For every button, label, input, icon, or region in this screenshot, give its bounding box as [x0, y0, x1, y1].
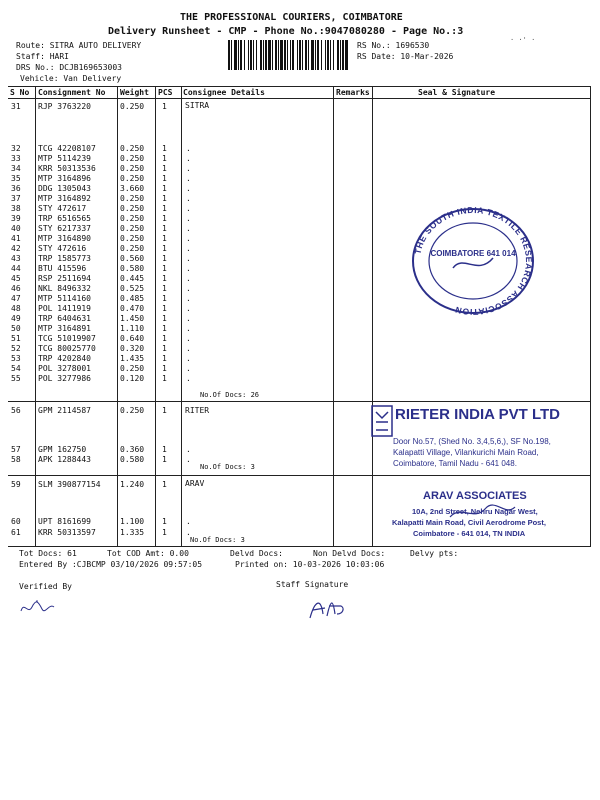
barcode-bar: [275, 40, 277, 70]
barcode-bar: [260, 40, 262, 70]
row-sno: 46: [11, 284, 21, 293]
barcode-bar: [284, 40, 286, 70]
row-pcs: 1: [162, 374, 167, 383]
table-top-rule: [8, 86, 591, 87]
entered-by: Entered By :CJBCMP 03/10/2026 09:57:05: [19, 560, 203, 569]
row-consignment-no: MTP 3164892: [38, 194, 91, 203]
col-divider: [35, 86, 36, 546]
row-sno: 45: [11, 274, 21, 283]
consignee-sitra: SITRA: [185, 101, 210, 110]
col-header-seal: Seal & Signature: [418, 88, 496, 97]
row-pcs: 1: [162, 480, 167, 489]
row-sno: 36: [11, 184, 21, 193]
row-consignee-mark: .: [186, 184, 191, 193]
row-consignee-mark: .: [186, 354, 191, 363]
table-bottom-rule: [8, 546, 591, 547]
tot-cod-amt: Tot COD Amt: 0.00: [107, 549, 189, 558]
row-consignee-mark: .: [186, 224, 191, 233]
barcode-bar: [238, 40, 239, 70]
row-sno: 47: [11, 294, 21, 303]
arav-stamp-addr2: Kalapatti Main Road, Civil Aerodrome Post,: [392, 518, 546, 527]
company-title: THE PROFESSIONAL COURIERS, COIMBATORE: [180, 12, 403, 23]
row-consignee-mark: .: [186, 455, 191, 464]
row-weight: 0.250: [120, 224, 145, 233]
col-header-consignment: Consignment No: [38, 88, 106, 97]
row-consignment-no: STY 472616: [38, 244, 87, 253]
barcode-bar: [327, 40, 329, 70]
row-consignment-no: TCG 51019907: [38, 334, 96, 343]
col-header-consignee: Consignee Details: [183, 88, 265, 97]
barcode-bar: [315, 40, 316, 70]
row-sno: 61: [11, 528, 21, 537]
row-consignee-mark: .: [186, 274, 191, 283]
row-pcs: 1: [162, 244, 167, 253]
sitra-seal-stamp: [408, 206, 538, 316]
row-consignment-no: KRR 50313536: [38, 164, 96, 173]
row-sno: 44: [11, 264, 21, 273]
row-sno: 37: [11, 194, 21, 203]
col-divider: [372, 86, 373, 546]
staff-signature-label: Staff Signature: [276, 580, 349, 589]
row-sno: 58: [11, 455, 21, 464]
row-consignment-no: TRP 6404631: [38, 314, 91, 323]
barcode-bar: [297, 40, 298, 70]
row-weight: 1.240: [120, 480, 145, 489]
row-weight: 0.250: [120, 174, 145, 183]
row-pcs: 1: [162, 455, 167, 464]
vehicle-label: Vehicle: Van Delivery: [20, 74, 122, 83]
staff-label: Staff: HARI: [16, 52, 69, 61]
row-consignee-mark: .: [186, 304, 191, 313]
barcode-bar: [263, 40, 264, 70]
row-consignment-no: TCG 42208107: [38, 144, 96, 153]
row-pcs: 1: [162, 304, 167, 313]
docs-count-riter: No.Of Docs: 3: [200, 463, 255, 471]
drs-label: DRS No.: DCJB169653003: [16, 63, 122, 72]
row-pcs: 1: [162, 274, 167, 283]
barcode-bar: [340, 40, 341, 70]
row-pcs: 1: [162, 406, 167, 415]
rieter-stamp-addr1: Door No.57, (Shed No. 3,4,5,6,), SF No.198,: [393, 437, 551, 446]
row-sno: 33: [11, 154, 21, 163]
row-sno: 55: [11, 374, 21, 383]
row-pcs: 1: [162, 224, 167, 233]
barcode-bar: [325, 40, 326, 70]
row-consignment-no: SLM 390877154: [38, 480, 101, 489]
row-consignment-no: MTP 3164891: [38, 324, 91, 333]
row-pcs: 1: [162, 194, 167, 203]
row-weight: 1.335: [120, 528, 145, 537]
row-consignee-mark: .: [186, 214, 191, 223]
row-pcs: 1: [162, 324, 167, 333]
row-consignment-no: NKL 8496332: [38, 284, 91, 293]
row-pcs: 1: [162, 102, 167, 111]
row-pcs: 1: [162, 284, 167, 293]
row-pcs: 1: [162, 445, 167, 454]
delvd-docs: Delvd Docs:: [230, 549, 283, 558]
row-consignment-no: DDG 1305043: [38, 184, 91, 193]
row-sno: 59: [11, 480, 21, 489]
docs-count-arav: No.Of Docs: 3: [190, 536, 245, 544]
barcode-bar: [321, 40, 322, 70]
row-weight: 0.250: [120, 204, 145, 213]
row-weight: 0.250: [120, 406, 145, 415]
row-weight: 0.250: [120, 154, 145, 163]
row-pcs: 1: [162, 344, 167, 353]
row-pcs: 1: [162, 174, 167, 183]
row-consignment-no: MTP 5114160: [38, 294, 91, 303]
row-pcs: 1: [162, 234, 167, 243]
barcode-bar: [308, 40, 309, 70]
consignee-arav: ARAV: [185, 479, 205, 488]
row-pcs: 1: [162, 354, 167, 363]
svg-text:COIMBATORE 641 014: COIMBATORE 641 014: [430, 249, 516, 258]
arav-stamp-addr3: Coimbatore - 641 014, TN INDIA: [413, 529, 526, 538]
row-consignment-no: UPT 8161699: [38, 517, 91, 526]
row-pcs: 1: [162, 294, 167, 303]
group-divider: [8, 401, 591, 402]
row-consignee-mark: .: [186, 154, 191, 163]
row-consignee-mark: .: [186, 294, 191, 303]
col-header-weight: Weight: [120, 88, 149, 97]
row-weight: 0.445: [120, 274, 145, 283]
barcode-bar: [290, 40, 291, 70]
row-sno: 53: [11, 354, 21, 363]
row-weight: 0.560: [120, 254, 145, 263]
col-divider: [155, 86, 156, 546]
row-consignment-no: GPM 2114587: [38, 406, 91, 415]
row-sno: 32: [11, 144, 21, 153]
row-consignee-mark: .: [186, 334, 191, 343]
row-consignment-no: MTP 3164890: [38, 234, 91, 243]
row-pcs: 1: [162, 264, 167, 273]
row-consignment-no: POL 3277986: [38, 374, 91, 383]
row-consignment-no: RSP 2511694: [38, 274, 91, 283]
barcode-bar: [250, 40, 252, 70]
barcode-bar: [317, 40, 319, 70]
rs-no-label: RS No.: 1696530: [357, 41, 430, 50]
row-pcs: 1: [162, 314, 167, 323]
col-header-sno: S No: [10, 88, 30, 97]
row-weight: 1.110: [120, 324, 145, 333]
row-sno: 57: [11, 445, 21, 454]
barcode-bar: [302, 40, 303, 70]
rieter-stamp-name: RIETER INDIA PVT LTD: [395, 406, 560, 423]
row-consignee-mark: .: [186, 194, 191, 203]
barcode-bar: [280, 40, 283, 70]
barcode-bar: [256, 40, 257, 70]
barcode-bar: [240, 40, 242, 70]
row-consignment-no: APK 1288443: [38, 455, 91, 464]
scan-noise: · ·' ·: [510, 36, 536, 44]
row-consignment-no: MTP 5114239: [38, 154, 91, 163]
row-consignment-no: MTP 3164896: [38, 174, 91, 183]
route-label: Route: SITRA AUTO DELIVERY: [16, 41, 142, 50]
rieter-logo: [370, 404, 394, 438]
barcode-bar: [231, 40, 232, 70]
col-header-pcs: PCS: [158, 88, 173, 97]
arav-stamp-addr1: 10A, 2nd Street, Nehru Nagar West,: [412, 507, 538, 516]
row-weight: 0.580: [120, 455, 145, 464]
barcode-bar: [234, 40, 237, 70]
row-sno: 56: [11, 406, 21, 415]
row-weight: 1.450: [120, 314, 145, 323]
runsheet-title: Delivery Runsheet - CMP - Phone No.:9047080280 - Page No.:3: [108, 26, 464, 37]
barcode-bar: [265, 40, 267, 70]
col-divider: [590, 86, 591, 546]
verified-signature: [18, 597, 58, 619]
row-pcs: 1: [162, 154, 167, 163]
verified-by-label: Verified By: [19, 582, 72, 591]
row-weight: 0.250: [120, 102, 145, 111]
row-consignee-mark: .: [186, 374, 191, 383]
barcode-bar: [287, 40, 288, 70]
barcode-bar: [292, 40, 294, 70]
col-header-remarks: Remarks: [336, 88, 370, 97]
barcode-bar: [299, 40, 301, 70]
barcode-bar: [253, 40, 254, 70]
row-pcs: 1: [162, 164, 167, 173]
row-sno: 31: [11, 102, 21, 111]
row-sno: 38: [11, 204, 21, 213]
barcode-bar: [345, 40, 348, 70]
row-weight: 3.660: [120, 184, 145, 193]
row-consignee-mark: .: [186, 174, 191, 183]
row-consignee-mark: .: [186, 264, 191, 273]
arav-signature-scribble: [420, 503, 540, 523]
row-weight: 0.320: [120, 344, 145, 353]
row-pcs: 1: [162, 254, 167, 263]
barcode-bar: [342, 40, 344, 70]
barcode-bar: [268, 40, 271, 70]
col-divider: [333, 86, 334, 546]
row-sno: 49: [11, 314, 21, 323]
row-weight: 0.250: [120, 244, 145, 253]
barcode-bar: [228, 40, 230, 70]
row-weight: 0.250: [120, 234, 145, 243]
row-consignment-no: STY 6217337: [38, 224, 91, 233]
row-sno: 50: [11, 324, 21, 333]
docs-count-sitra: No.Of Docs: 26: [200, 391, 260, 399]
row-consignee-mark: .: [186, 204, 191, 213]
row-consignee-mark: .: [186, 144, 191, 153]
row-weight: 0.470: [120, 304, 145, 313]
row-weight: 0.640: [120, 334, 145, 343]
tot-docs: Tot Docs: 61: [19, 549, 77, 558]
row-sno: 35: [11, 174, 21, 183]
row-consignment-no: POL 1411919: [38, 304, 91, 313]
row-pcs: 1: [162, 528, 167, 537]
row-sno: 51: [11, 334, 21, 343]
row-consignment-no: KRR 50313597: [38, 528, 96, 537]
row-consignment-no: BTU 415596: [38, 264, 87, 273]
row-sno: 54: [11, 364, 21, 373]
barcode-bar: [278, 40, 279, 70]
barcode-bar: [244, 40, 245, 70]
row-consignment-no: RJP 3763220: [38, 102, 91, 111]
row-consignment-no: TRP 1585773: [38, 254, 91, 263]
barcode-bar: [330, 40, 331, 70]
row-pcs: 1: [162, 517, 167, 526]
barcode-bar: [337, 40, 339, 70]
row-sno: 40: [11, 224, 21, 233]
row-consignee-mark: .: [186, 344, 191, 353]
row-consignee-mark: .: [186, 517, 191, 526]
col-divider: [181, 86, 182, 546]
non-delvd-docs: Non Delvd Docs:: [313, 549, 386, 558]
row-weight: 0.250: [120, 364, 145, 373]
row-weight: 0.250: [120, 214, 145, 223]
row-pcs: 1: [162, 334, 167, 343]
row-weight: 1.100: [120, 517, 145, 526]
barcode-bar: [272, 40, 273, 70]
row-consignment-no: TCG 80025770: [38, 344, 96, 353]
col-divider: [117, 86, 118, 546]
row-consignee-mark: .: [186, 254, 191, 263]
consignee-riter: RITER: [185, 406, 210, 415]
row-sno: 60: [11, 517, 21, 526]
row-weight: 0.250: [120, 144, 145, 153]
rieter-stamp-addr3: Coimbatore, Tamil Nadu - 641 048.: [393, 459, 517, 468]
row-sno: 39: [11, 214, 21, 223]
row-weight: 0.120: [120, 374, 145, 383]
row-weight: 0.250: [120, 194, 145, 203]
row-consignment-no: TRP 6516565: [38, 214, 91, 223]
arav-stamp-name: ARAV ASSOCIATES: [423, 490, 527, 502]
row-sno: 34: [11, 164, 21, 173]
svg-text:THE SOUTH INDIA TEXTILE RESEAR: THE SOUTH INDIA TEXTILE RESEARCH ASSOCIATION: [412, 206, 535, 316]
group-divider: [8, 475, 591, 476]
row-pcs: 1: [162, 204, 167, 213]
row-weight: 0.525: [120, 284, 145, 293]
row-pcs: 1: [162, 214, 167, 223]
row-sno: 52: [11, 344, 21, 353]
row-consignee-mark: .: [186, 445, 191, 454]
row-consignee-mark: .: [186, 244, 191, 253]
row-weight: 0.485: [120, 294, 145, 303]
row-weight: 1.435: [120, 354, 145, 363]
row-sno: 41: [11, 234, 21, 243]
row-consignment-no: POL 3278001: [38, 364, 91, 373]
row-weight: 0.580: [120, 264, 145, 273]
row-pcs: 1: [162, 364, 167, 373]
barcode-bar: [305, 40, 307, 70]
delvy-pts: Delvy pts:: [410, 549, 459, 558]
row-consignee-mark: .: [186, 364, 191, 373]
row-consignee-mark: .: [186, 528, 191, 537]
row-pcs: 1: [162, 144, 167, 153]
row-sno: 48: [11, 304, 21, 313]
row-consignment-no: GPM 162750: [38, 445, 87, 454]
printed-on: Printed on: 10-03-2026 10:03:06: [235, 560, 385, 569]
row-consignment-no: TRP 4202840: [38, 354, 91, 363]
row-consignee-mark: .: [186, 164, 191, 173]
rieter-stamp-addr2: Kalapatti Village, Vilankurichi Main Road,: [393, 448, 539, 457]
row-consignee-mark: .: [186, 324, 191, 333]
row-sno: 42: [11, 244, 21, 253]
table-header-rule: [8, 98, 591, 99]
staff-signature: [305, 594, 351, 624]
row-weight: 0.360: [120, 445, 145, 454]
row-pcs: 1: [162, 184, 167, 193]
barcode-bar: [333, 40, 334, 70]
rs-date-label: RS Date: 10-Mar-2026: [357, 52, 454, 61]
barcode-bar: [311, 40, 314, 70]
row-consignee-mark: .: [186, 234, 191, 243]
row-weight: 0.250: [120, 164, 145, 173]
barcode: [228, 40, 350, 70]
row-consignee-mark: .: [186, 314, 191, 323]
row-consignee-mark: .: [186, 284, 191, 293]
barcode-bar: [248, 40, 249, 70]
row-consignment-no: STY 472617: [38, 204, 87, 213]
row-sno: 43: [11, 254, 21, 263]
